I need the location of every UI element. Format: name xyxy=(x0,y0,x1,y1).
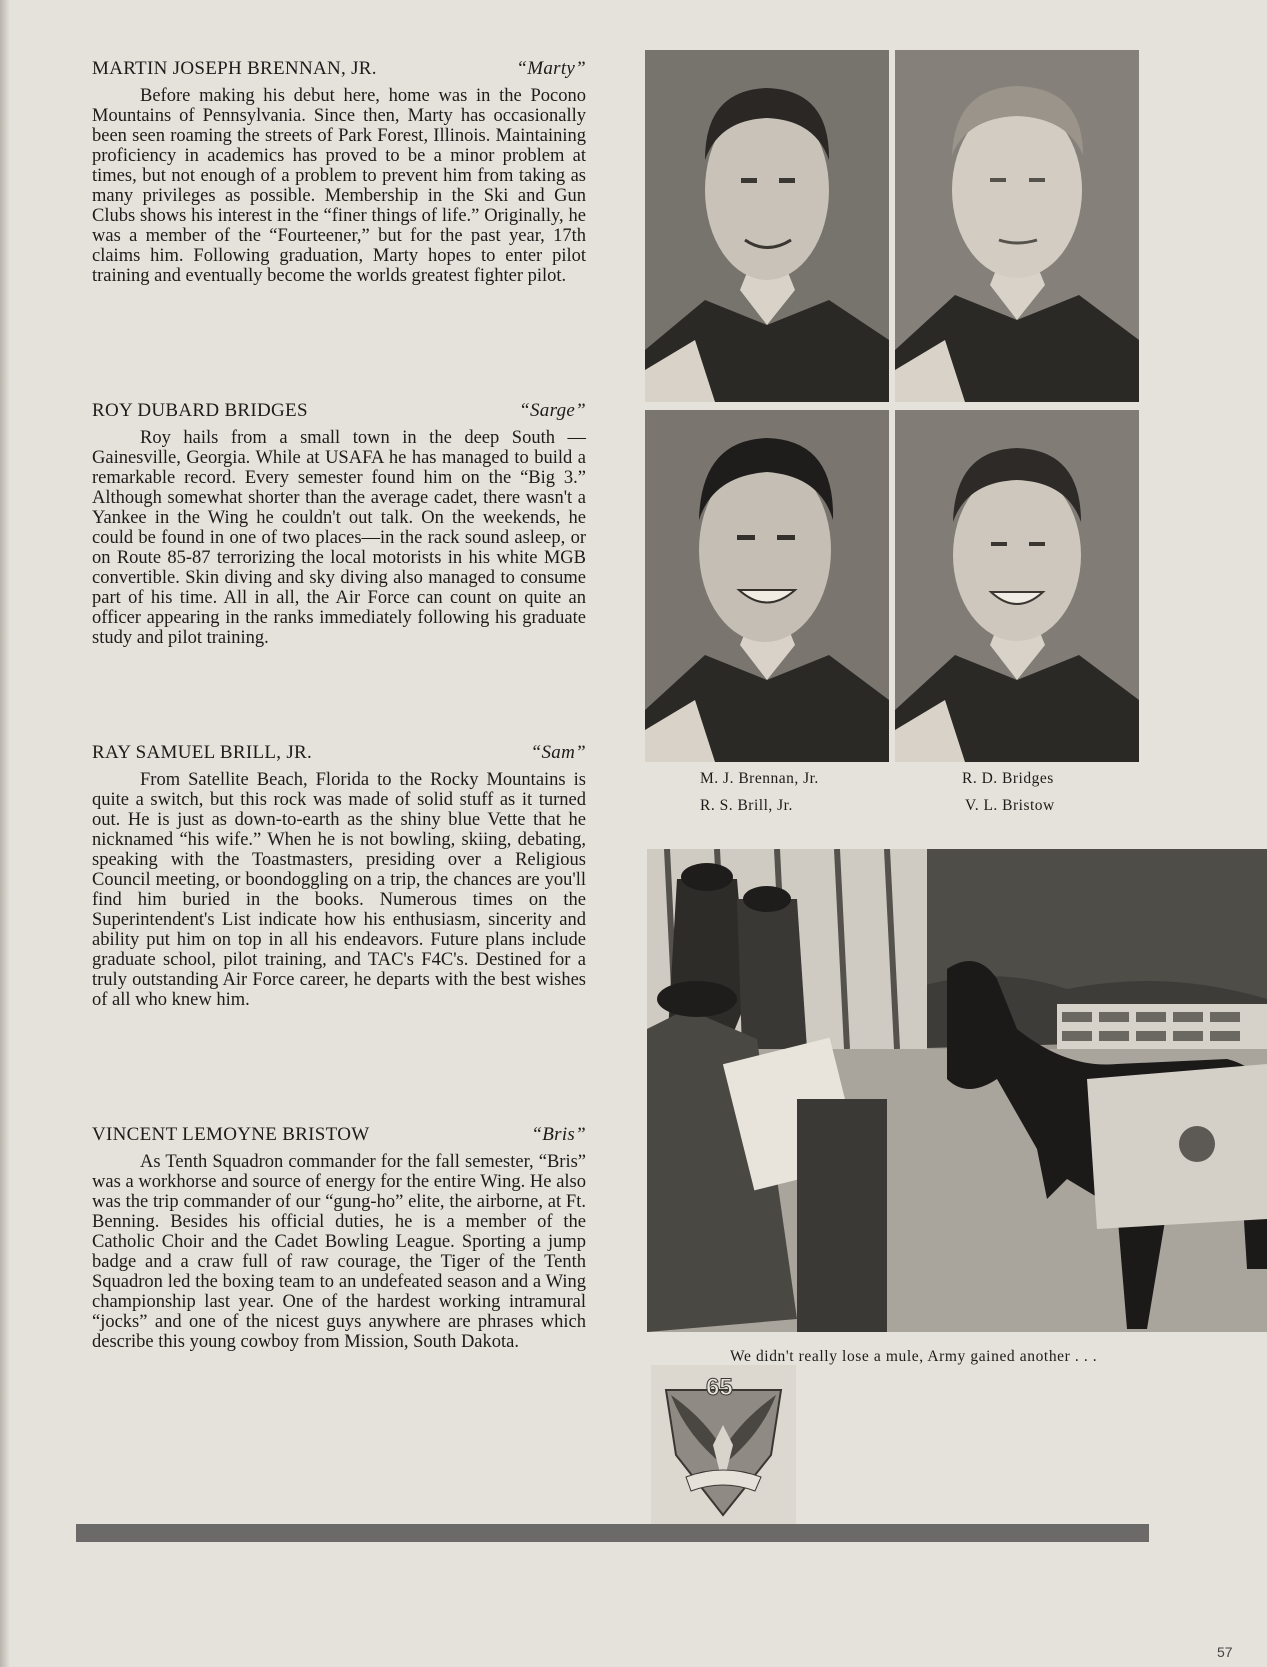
bio-header xyxy=(92,742,586,764)
eagle-crest-icon xyxy=(651,1365,796,1525)
bio-brennan xyxy=(92,58,586,286)
caption-brill: R. S. Brill, Jr. xyxy=(700,797,793,814)
crest-year: 65 xyxy=(706,1374,733,1401)
portrait-image xyxy=(895,410,1139,762)
bio-name: VINCENT LEMOYNE BRISTOW xyxy=(92,1124,370,1145)
caption-bridges: R. D. Bridges xyxy=(962,770,1054,787)
bio-header xyxy=(92,58,586,80)
caption-bristow: V. L. Bristow xyxy=(965,797,1055,814)
footer-rule xyxy=(76,1524,1149,1542)
bio-text: From Satellite Beach, Florida to the Rocky Mountains is quite a switch, but this rock was made of solid stuff as it turned out. He is just as down-to-earth as the shiny blue Vette that he nicknamed “his wife.” When he is not bowling, skiing, debating, speaking with the Toastmasters, presiding over a Religious Council meeting, or boondoggling on a trip, the chances are you'll find him buried in the books. Numerous times on the Superintendent's List indicate how his enthusiasm, sincerity and ability put him on top in all his endeavors. Future plans include graduate school, pilot training, and TAC's F4C's. Destined for a truly outstanding Air Force career, he departs with the best wishes of all who knew him. xyxy=(92,770,586,1010)
bio-name: ROY DUBARD BRIDGES xyxy=(92,400,308,421)
bio-text: Roy hails from a small town in the deep South — Gainesville, Georgia. While at USAFA he has managed to build a remarkable record. Every semester found him on the “Big 3.” Although somewhat shorter than the average cadet, there wasn't a Yankee in the Wing he couldn't out talk. On the weekends, he could be found in one of two places—in the rack sound asleep, or on Route 85-87 terrorizing the local motorists in his white MGB convertible. Skin diving and sky diving also managed to consume part of his time. All in all, the Air Force can count on quite an officer appearing in the ranks immediately following his graduate study and pilot training. xyxy=(92,428,586,648)
portrait-brennan xyxy=(645,50,889,402)
bio-text: Before making his debut here, home was in the Pocono Mountains of Pennsylvania. Since then, Marty has occasionally been seen roaming the streets of Park Forest, Illinois. Maintaining proficiency in academics has proved to be a minor problem at times, but not enough of a problem to prevent him from taking as many privileges as possible. Membership in the Ski and Gun Clubs shows his interest in the “finer things of life.” Originally, he was a member of the “Fourteener,” but for the past year, 17th claims him. Following graduation, Marty hopes to enter pilot training and eventually become the worlds greatest fighter pilot. xyxy=(92,86,586,286)
bio-header xyxy=(92,1124,586,1146)
portrait-image xyxy=(645,50,889,402)
bio-name: RAY SAMUEL BRILL, JR. xyxy=(92,742,313,763)
portrait-bristow xyxy=(895,410,1139,762)
portrait-image xyxy=(645,410,889,762)
bio-text: As Tenth Squadron commander for the fall semester, “Bris” was a workhorse and source of energy for the entire Wing. He also was the trip commander of our “gung-ho” elite, the airborne, at Ft. Benning. Besides his official duties, he is a member of the Catholic Choir and the Cadet Bowling League. Sporting a jump badge and a craw full of raw courage, the Tiger of the Tenth Squadron led the boxing team to an undefeated season and a Wing championship last year. One of the hardest working intramural “jocks” and one of the nicest guys anywhere are phrases which describe this young cowboy from Mission, South Dakota. xyxy=(92,1152,586,1352)
portrait-image xyxy=(895,50,1139,402)
page-binding-edge xyxy=(0,0,10,1667)
candid-caption: We didn't really lose a mule, Army gained another . . . xyxy=(730,1348,1098,1365)
bio-bristow xyxy=(92,1124,586,1352)
bio-bridges xyxy=(92,400,586,648)
bio-name: MARTIN JOSEPH BRENNAN, JR. xyxy=(92,58,377,79)
caption-brennan: M. J. Brennan, Jr. xyxy=(700,770,819,787)
portrait-bridges xyxy=(895,50,1139,402)
bio-nickname: “Sarge” xyxy=(519,400,586,421)
bio-nickname: “Marty” xyxy=(516,58,586,79)
portrait-brill xyxy=(645,410,889,762)
candid-image xyxy=(647,849,1267,1332)
bio-brill xyxy=(92,742,586,1010)
class-crest-emblem xyxy=(651,1365,796,1525)
bio-nickname: “Sam” xyxy=(530,742,586,763)
bio-header xyxy=(92,400,586,422)
candid-photo-mule xyxy=(647,849,1267,1332)
page-number: 57 xyxy=(1217,1644,1233,1660)
bio-nickname: “Bris” xyxy=(531,1124,586,1145)
